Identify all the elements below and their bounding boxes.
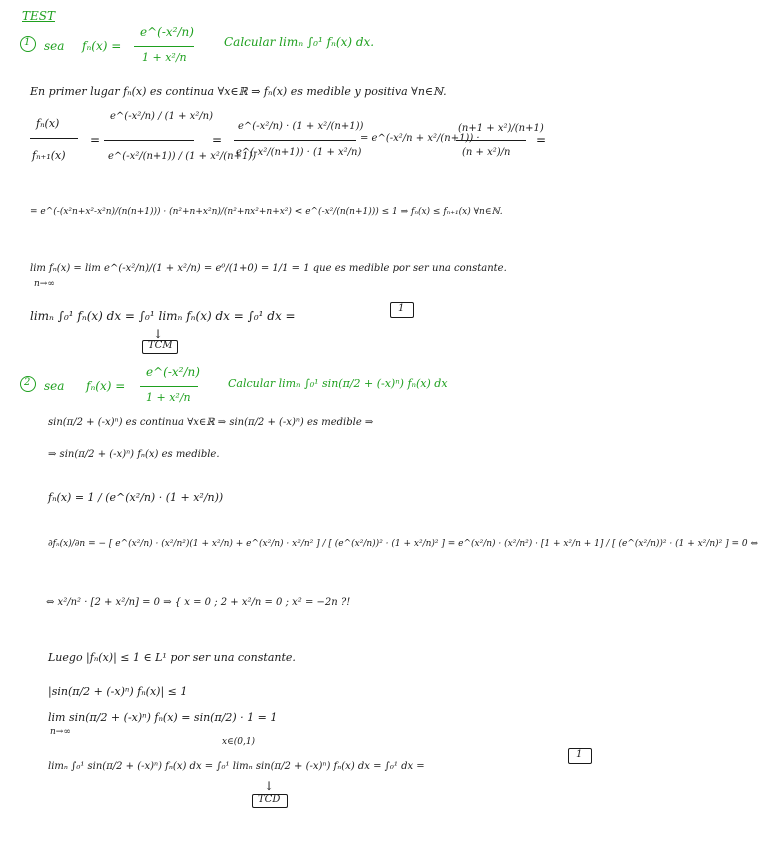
problem-2-fn: fₙ(x) = — [86, 379, 126, 393]
p1-final-line: limₙ ∫₀¹ fₙ(x) dx = ∫₀¹ limₙ fₙ(x) dx = ∫₀¹ dx = — [30, 309, 296, 323]
p2-limit-sub: n→∞ — [50, 727, 71, 737]
problem-2-sea: sea — [44, 379, 65, 393]
problem-1-denominator: 1 + x²/n — [142, 51, 187, 64]
p2-answer: 1 — [576, 749, 583, 760]
problem-1-numerator: e^(-x²/n) — [140, 25, 194, 39]
p1-ratio-num: fₙ(x) — [36, 117, 60, 130]
p2-iff-line: ⇔ x²/n² · [2 + x²/n] = 0 ⇒ { x = 0 ; 2 + x²/n = 0 ; x² = −2n ?! — [46, 597, 351, 608]
problem-1-task: Calcular limₙ ∫₀¹ fₙ(x) dx. — [224, 35, 375, 49]
p1-r2-num: e^(-x²/n) · (1 + x²/(n+1)) — [238, 121, 364, 132]
problem-1-number: 1 — [24, 37, 31, 48]
p2-limit-line: lim sin(π/2 + (-x)ⁿ) fₙ(x) = sin(π/2) · 1 = 1 — [48, 711, 278, 724]
problem-2-fraction-bar — [140, 386, 198, 387]
page-title: TEST — [22, 9, 55, 23]
p1-ratio-den: fₙ₊₁(x) — [32, 149, 66, 162]
problem-1-fn: fₙ(x) = — [82, 39, 122, 53]
p1-r3-num: (n+1 + x²)/(n+1) — [458, 123, 544, 134]
p1-r3-bar — [456, 140, 526, 141]
p1-continuity-line: En primer lugar fₙ(x) es continua ∀x∈ℝ ⇒ fₙ(x) es medible y positiva ∀n∈ℕ. — [30, 85, 447, 98]
p2-continuity-line: sin(π/2 + (-x)ⁿ) es continua ∀x∈ℝ ⇒ sin(π/2 + (-x)ⁿ) es medible ⇒ — [48, 417, 374, 428]
p2-final-line: limₙ ∫₀¹ sin(π/2 + (-x)ⁿ) fₙ(x) dx = ∫₀¹ limₙ sin(π/2 + (-x)ⁿ) fₙ(x) dx = ∫₀¹ dx = — [48, 761, 425, 772]
p1-limit-sub: n→∞ — [34, 279, 55, 289]
problem-1-sea: sea — [44, 39, 65, 53]
p1-eq-2: = — [212, 133, 223, 147]
p1-r3-den: (n + x²)/n — [462, 147, 511, 158]
p1-limit-line: lim fₙ(x) = lim e^(-x²/n)/(1 + x²/n) = e⁰/(1+0) = 1/1 = 1 que es medible por ser una constante. — [30, 263, 507, 274]
problem-2-task: Calcular limₙ ∫₀¹ sin(π/2 + (-x)ⁿ) fₙ(x) dx — [228, 377, 448, 390]
p2-limit-cond: x∈(0,1) — [222, 737, 256, 747]
p1-arrow-down: ↓ — [153, 327, 164, 341]
p1-r3: = e^(-x²/n + x²/(n+1)) · — [360, 133, 480, 144]
p1-eq-3: = — [536, 133, 547, 147]
problem-2-numerator: e^(-x²/n) — [146, 365, 200, 379]
problem-2-number: 2 — [24, 377, 31, 388]
p1-eq-1: = — [90, 133, 101, 147]
p2-fn-definition: fₙ(x) = 1 / (e^(x²/n) · (1 + x²/n)) — [48, 491, 224, 504]
p1-tcm-label: TCM — [148, 340, 173, 351]
p1-r1-num: e^(-x²/n) / (1 + x²/n) — [110, 111, 214, 122]
p1-r1-den: e^(-x²/(n+1)) / (1 + x²/(n+1)) — [108, 151, 257, 162]
p2-tcd-label: TCD — [258, 794, 281, 805]
p2-measurable-line: ⇒ sin(π/2 + (-x)ⁿ) fₙ(x) es medible. — [48, 449, 220, 460]
p2-arrow-down: ↓ — [264, 779, 275, 793]
problem-1-fraction-bar — [134, 46, 194, 47]
p1-r2-den: e^(-x²/(n+1)) · (1 + x²/n) — [236, 147, 362, 158]
p1-r1-bar — [104, 140, 194, 141]
p1-answer: 1 — [398, 303, 405, 314]
p2-luego-line: Luego |fₙ(x)| ≤ 1 ∈ L¹ por ser una constante. — [48, 651, 296, 664]
p2-bound-line: |sin(π/2 + (-x)ⁿ) fₙ(x)| ≤ 1 — [48, 685, 188, 698]
problem-2-denominator: 1 + x²/n — [146, 391, 191, 404]
p1-inequality-line: = e^(-(x²n+x²-x²n)/(n(n+1))) · (n²+n+x²n)/(n²+nx²+n+x²) < e^(-x²/(n(n+1))) ≤ 1 ⇒ fₙ(x) ≤ fₙ₊₁(x) ∀n∈ℕ. — [30, 207, 503, 217]
p1-r2-bar — [234, 140, 356, 141]
p1-ratio-bar — [30, 138, 78, 139]
p2-derivative: ∂fₙ(x)/∂n = − [ e^(x²/n) · (x²/n²)(1 + x²/n) + e^(x²/n) · x²/n² ] / [ (e^(x²/n))² · (1 + x²/n)² ] = e^(x²/n) · (x²/n²) · [1 + x²/n + 1] / [ (e^(x²/n))² · (1 + x²/n)² ] = 0 ⇔ — [48, 539, 758, 549]
